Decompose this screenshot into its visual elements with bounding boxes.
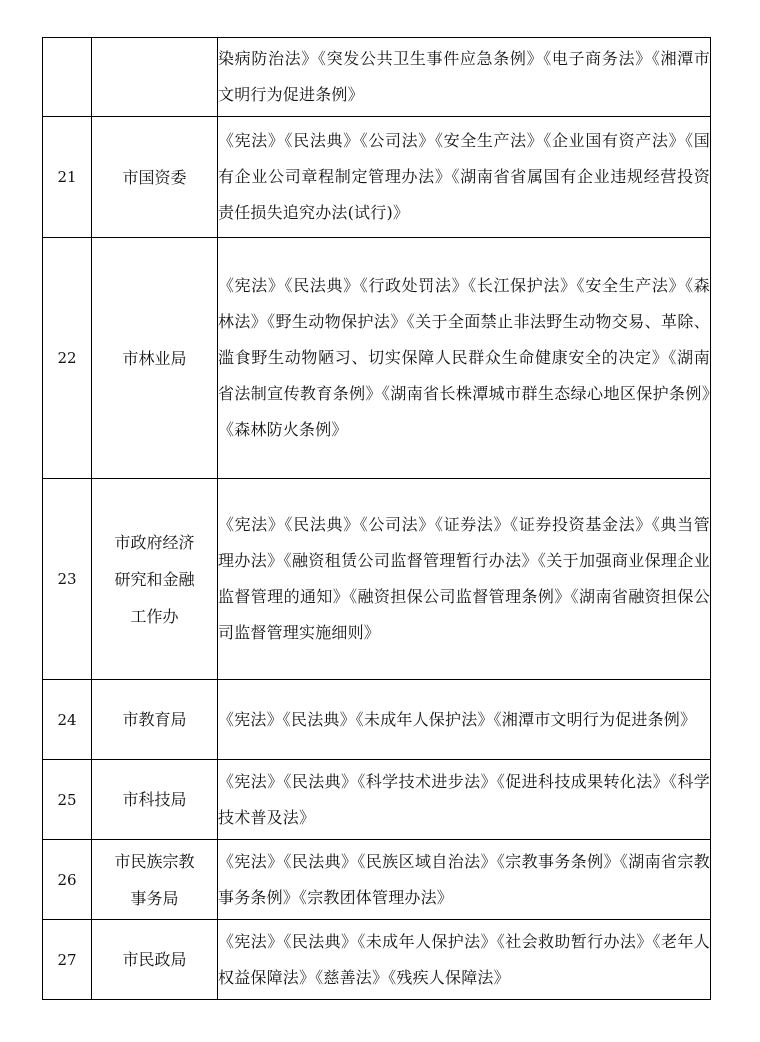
department-name: 市国资委: [122, 167, 187, 187]
department-name: 市民政局: [122, 950, 187, 969]
table-row: [43, 840, 711, 920]
table-row: [43, 38, 711, 117]
department-name: 市林业局: [122, 348, 187, 368]
laws-cell: 染病防治法》《突发公共卫生事件应急条例》《电子商务法》《湘潭市文明行为促进条例》: [218, 38, 711, 117]
department-name: 市民族宗教: [114, 851, 195, 871]
table-row: [43, 117, 711, 238]
row-number: 27: [43, 920, 92, 1000]
row-number: 26: [43, 840, 92, 920]
department-cell: [92, 38, 218, 117]
row-number: 24: [43, 680, 92, 760]
row-number: 23: [43, 479, 92, 680]
department-cell: [92, 840, 218, 920]
department-cell: [92, 479, 218, 680]
department-name: 市科技局: [122, 790, 187, 809]
department-name: 事务局: [130, 888, 179, 908]
row-number: 25: [43, 760, 92, 840]
table-row: [43, 479, 711, 680]
laws-cell: 《宪法》《民法典》《公司法》《证券法》《证券投资基金法》《典当管理办法》《融资租赁公司监督管理暂行办法》《关于加强商业保理企业监督管理的通知》《融资担保公司监督管理条例》《湖南省融资担保公司监督管理实施细则》: [218, 479, 711, 680]
department-name: 市政府经济: [114, 532, 195, 552]
table-row: [43, 238, 711, 479]
department-cell: [92, 117, 218, 238]
table-row: [43, 760, 711, 840]
table-row: [43, 920, 711, 1000]
department-cell: [92, 238, 218, 479]
department-cell: [92, 920, 218, 1000]
law-publicity-table: [42, 37, 711, 1000]
department-name: 研究和金融: [114, 569, 195, 589]
laws-cell: 《宪法》《民法典》《未成年人保护法》《湘潭市文明行为促进条例》: [218, 680, 711, 760]
department-name: 工作办: [130, 606, 179, 626]
department-cell: [92, 680, 218, 760]
laws-cell: 《宪法》《民法典》《民族区域自治法》《宗教事务条例》《湖南省宗教事务条例》《宗教团体管理办法》: [218, 840, 711, 920]
laws-cell: 《宪法》《民法典》《科学技术进步法》《促进科技成果转化法》《科学技术普及法》: [218, 760, 711, 840]
row-number: 22: [43, 238, 92, 479]
table-row: [43, 680, 711, 760]
laws-cell: 《宪法》《民法典》《公司法》《安全生产法》《企业国有资产法》《国有企业公司章程制定管理办法》《湖南省省属国有企业违规经营投资责任损失追究办法(试行)》: [218, 117, 711, 238]
row-number: [43, 38, 92, 117]
laws-cell: 《宪法》《民法典》《行政处罚法》《长江保护法》《安全生产法》《森林法》《野生动物保护法》《关于全面禁止非法野生动物交易、革除、滥食野生动物陋习、切实保障人民群众生命健康安全的决定》《湖南省法制宣传教育条例》《湖南省长株潭城市群生态绿心地区保护条例》《森林防火条例》: [218, 238, 711, 479]
row-number: 21: [43, 117, 92, 238]
department-cell: [92, 760, 218, 840]
department-name: 市教育局: [122, 710, 187, 729]
laws-cell: 《宪法》《民法典》《未成年人保护法》《社会救助暂行办法》《老年人权益保障法》《慈善法》《残疾人保障法》: [218, 920, 711, 1000]
